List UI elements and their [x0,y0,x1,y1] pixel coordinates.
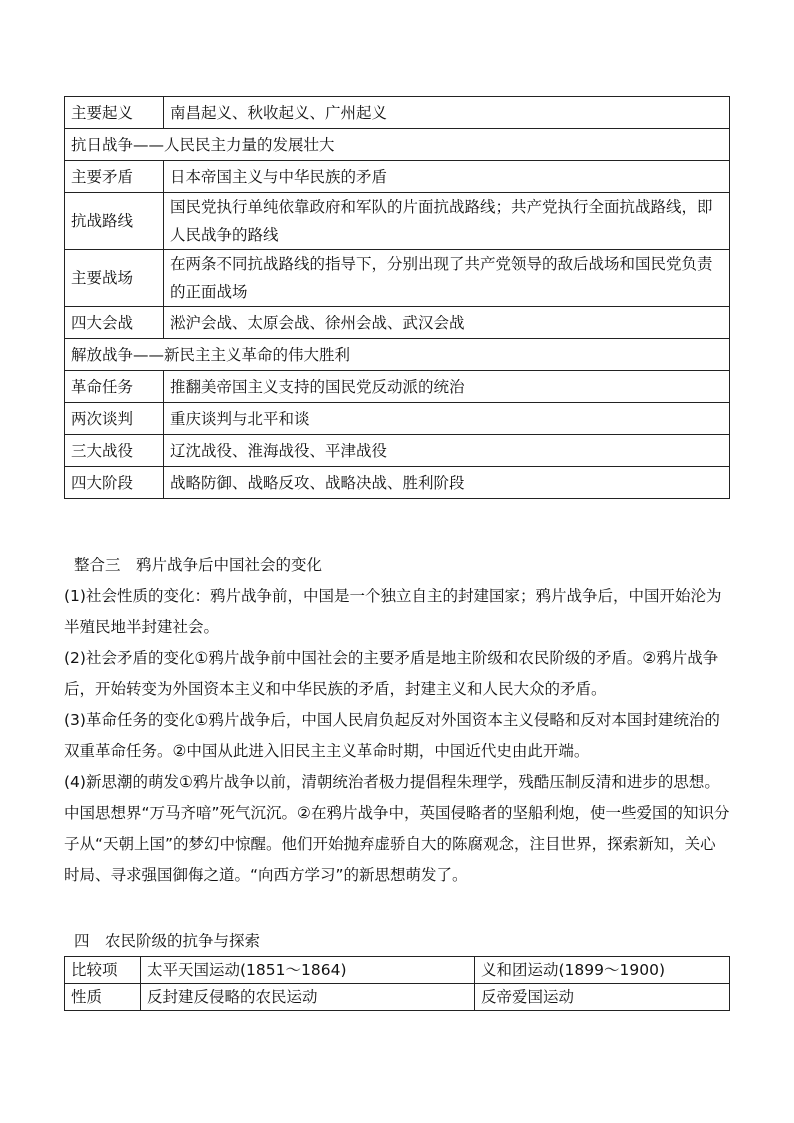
row-value-cell: 战略防御、战略反攻、战略决战、胜利阶段 [164,467,730,499]
row-label-cell: 抗战路线 [65,193,164,250]
table-row [65,467,730,499]
row-value-cell: 国民党执行单纯依靠政府和军队的片面抗战路线；共产党执行全面抗战路线，即人民战争的路线 [164,193,730,250]
section4-title: 四 农民阶级的抗争与探索 [74,932,261,950]
table-header-row [65,957,730,984]
section-header-cell: 解放战争——新民主主义革命的伟大胜利 [65,339,730,371]
paragraph: (3)革命任务的变化①鸦片战争后，中国人民肩负起反对外国资本主义侵略和反对本国封建统治的双重革命任务。②中国从此进入旧民主主义革命时期，中国近代史由此开端。 [64,711,720,760]
row-label-cell: 革命任务 [65,371,164,403]
row-label-cell: 四大阶段 [65,467,164,499]
header-cell: 义和团运动(1899～1900) [475,957,730,984]
header-cell: 太平天国运动(1851～1864) [141,957,475,984]
section-header-cell: 抗日战争——人民民主力量的发展壮大 [65,129,730,161]
section-header-row [65,129,730,161]
paragraph: (1)社会性质的变化：鸦片战争前，中国是一个独立自主的封建国家；鸦片战争后，中国开始沦为半殖民地半封建社会。 [64,587,722,636]
row-value-cell: 推翻美帝国主义支持的国民党反动派的统治 [164,371,730,403]
table-cell: 反帝爱国运动 [475,984,730,1011]
table-row [65,403,730,435]
table-row [65,161,730,193]
table-row [65,371,730,403]
table-row [65,193,730,250]
row-label-cell: 性质 [65,984,141,1011]
history-summary-table [64,96,730,499]
row-value-cell: 淞沪会战、太原会战、徐州会战、武汉会战 [164,307,730,339]
row-value-cell: 辽沈战役、淮海战役、平津战役 [164,435,730,467]
table-row [65,435,730,467]
paragraph: (4)新思潮的萌发①鸦片战争以前，清朝统治者极力提倡程朱理学，残酷压制反清和进步的思想。中国思想界“万马齐喑”死气沉沉。②在鸦片战争中，英国侵略者的坚船利炮，使一些爱国的知识分子从“天朝上国”的梦幻中惊醒。他们开始抛弃虚骄自大的陈腐观念，注目世界，探索新知，关心时局、寻求强国御侮之道。“向西方学习”的新思想萌发了。 [64,773,730,884]
row-label-cell: 三大战役 [65,435,164,467]
peasant-movements-table [64,956,730,1011]
row-label-cell: 两次谈判 [65,403,164,435]
row-label-cell: 主要起义 [65,97,164,129]
table-row [65,250,730,307]
section3-title: 整合三 鸦片战争后中国社会的变化 [74,556,323,574]
row-label-cell: 四大会战 [65,307,164,339]
row-value-cell: 重庆谈判与北平和谈 [164,403,730,435]
row-value-cell: 在两条不同抗战路线的指导下，分别出现了共产党领导的敌后战场和国民党负责的正面战场 [164,250,730,307]
table-cell: 反封建反侵略的农民运动 [141,984,475,1011]
row-label-cell: 主要战场 [65,250,164,307]
row-value-cell: 南昌起义、秋收起义、广州起义 [164,97,730,129]
section3-body [64,581,730,891]
section-header-row [65,339,730,371]
row-label-cell: 主要矛盾 [65,161,164,193]
row-value-cell: 日本帝国主义与中华民族的矛盾 [164,161,730,193]
table-row [65,984,730,1011]
paragraph: (2)社会矛盾的变化①鸦片战争前中国社会的主要矛盾是地主阶级和农民阶级的矛盾。②鸦片战争后，开始转变为外国资本主义和中华民族的矛盾，封建主义和人民大众的矛盾。 [64,649,719,698]
table-row [65,307,730,339]
header-cell: 比较项 [65,957,141,984]
table-row [65,97,730,129]
